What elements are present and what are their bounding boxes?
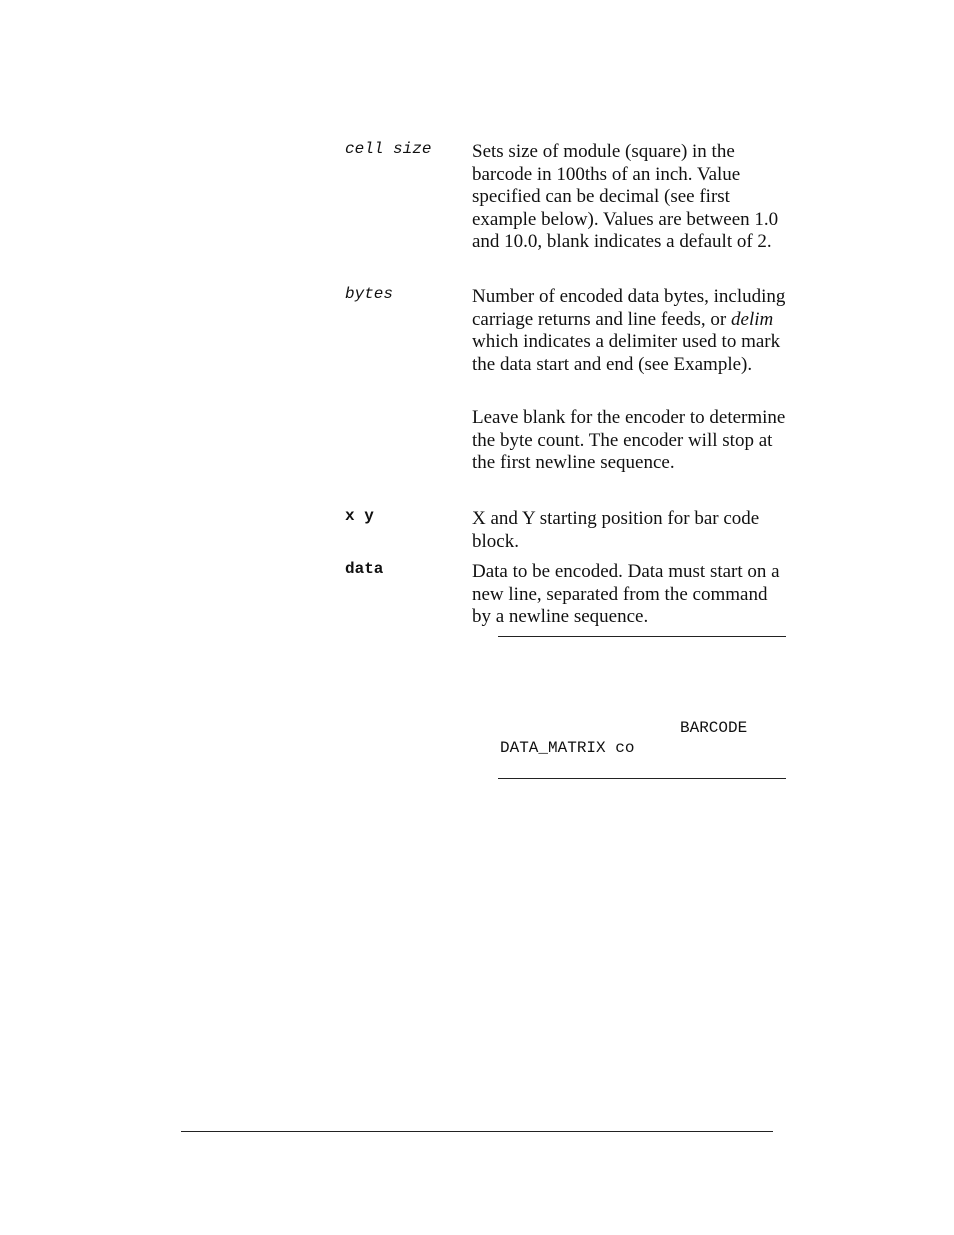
param-term-data: data (345, 560, 384, 578)
param-desc-bytes (472, 286, 790, 376)
param-note-bytes (472, 407, 790, 475)
code-line-barcode: BARCODE (680, 719, 748, 737)
param-desc-x-y-text: X and Y starting position for bar code block. (472, 508, 760, 552)
footer-rule (181, 1131, 773, 1132)
param-term-x-y: x y (345, 507, 374, 525)
param-term-bytes: bytes (345, 285, 394, 303)
param-desc-bytes-em: delim (731, 308, 774, 330)
param-desc-cell-size-text: Sets size of module (square) in the barcode in 100ths of an inch. Value specified can be decimal (see first example below). Values are between 1.0 and 10.0, blank indicates a default of 2. (472, 141, 779, 252)
param-desc-data (472, 561, 790, 629)
code-box-bottom-rule (498, 778, 786, 779)
code-box-top-rule (498, 636, 786, 637)
param-note-bytes-text: Leave blank for the encoder to determine the byte count. The encoder will stop at the first newline sequence. (472, 407, 786, 473)
param-desc-bytes-post: which indicates a delimiter used to mark the data start and end (see Example). (472, 331, 781, 375)
param-desc-x-y (472, 508, 790, 553)
param-term-cell-size: cell size (345, 140, 432, 158)
param-desc-bytes-pre: Number of encoded data bytes, including carriage returns and line feeds, or (472, 286, 786, 330)
param-desc-cell-size (472, 141, 790, 254)
param-desc-bytes-text (472, 286, 790, 376)
code-line-data-matrix: DATA_MATRIX co (500, 739, 635, 757)
param-desc-data-text: Data to be encoded. Data must start on a new line, separated from the command by a newline sequence. (472, 561, 780, 627)
